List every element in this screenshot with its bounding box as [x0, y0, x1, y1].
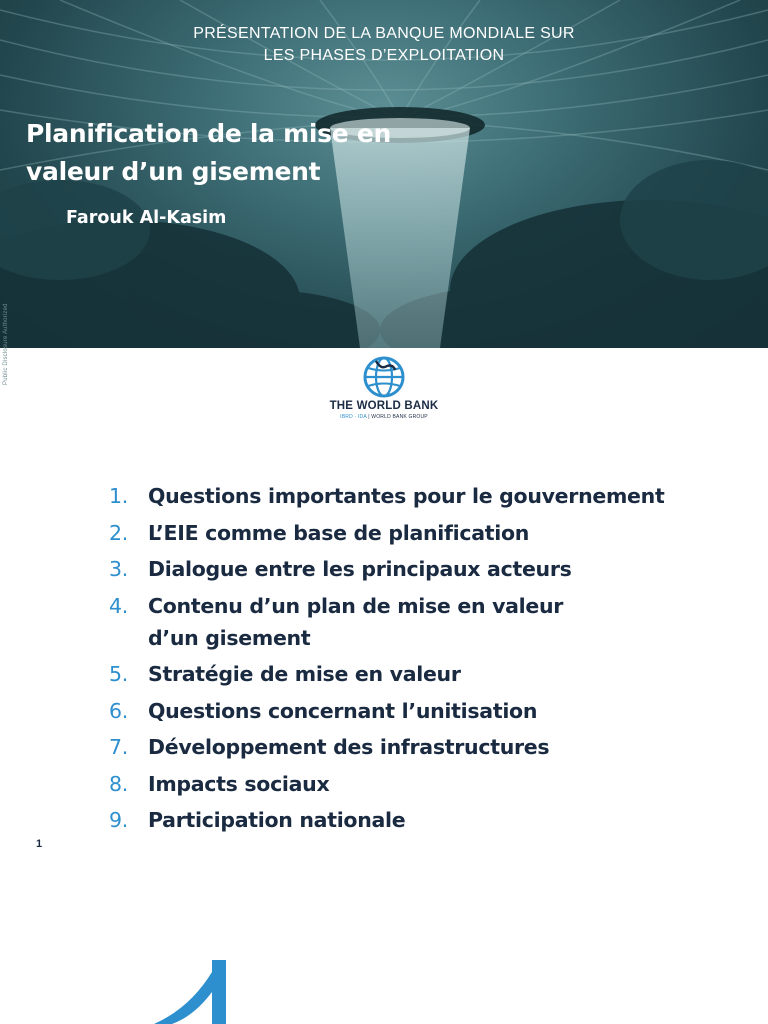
title-line-2: valeur d’un gisement [26, 157, 321, 186]
agenda-text: Questions importantes pour le gouvernement [148, 484, 665, 508]
page-number: 1 [36, 838, 43, 850]
header-line-1: PRÉSENTATION DE LA BANQUE MONDIALE SUR [193, 25, 575, 42]
agenda-item [109, 517, 728, 549]
agenda-item [109, 553, 728, 585]
agenda-item [109, 695, 728, 727]
decorative-swoosh-icon [150, 958, 240, 1024]
author-name: Farouk Al-Kasim [66, 208, 227, 228]
logo-sub-divider: | [368, 414, 372, 420]
logo-sub-left: IBRD · IDA [340, 414, 367, 420]
agenda-text: Contenu d’un plan de mise en valeur d’un gisement [148, 593, 564, 650]
agenda-text: L’EIE comme base de planification [148, 520, 530, 545]
agenda-item [109, 804, 728, 836]
agenda-text: Dialogue entre les principaux acteurs [148, 557, 572, 581]
logo-subline [0, 414, 768, 420]
agenda-text: Participation nationale [148, 808, 406, 832]
globe-icon [363, 356, 405, 398]
agenda-number: 3. [109, 557, 128, 581]
side-disclosure-text: Public Disclosure Authorized [3, 303, 9, 385]
agenda-number: 4. [109, 593, 128, 618]
agenda-item [109, 768, 728, 800]
agenda-item [109, 480, 728, 512]
agenda-number: 8. [109, 771, 128, 796]
world-bank-logo [0, 356, 768, 402]
title-line-1: Planification de la mise en [26, 119, 391, 148]
agenda-number: 6. [109, 698, 128, 723]
agenda-number: 1. [109, 484, 128, 508]
agenda-list [109, 480, 728, 841]
agenda-number: 5. [109, 662, 128, 686]
agenda-text: Questions concernant l’unitisation [148, 698, 538, 723]
agenda-text: Développement des infrastructures [148, 735, 550, 759]
logo-sub-right: WORLD BANK GROUP [371, 414, 428, 420]
agenda-item [109, 658, 728, 690]
agenda-number: 7. [109, 735, 128, 759]
agenda-text: Stratégie de mise en valeur [148, 662, 461, 686]
logo-wordmark: THE WORLD BANK [329, 400, 439, 412]
agenda-text: Impacts sociaux [148, 771, 330, 796]
agenda-item [109, 590, 728, 654]
agenda-item [109, 731, 728, 763]
agenda-number: 2. [109, 520, 128, 545]
agenda-number: 9. [109, 808, 128, 832]
header-line-2: LES PHASES D’EXPLOITATION [263, 47, 505, 64]
